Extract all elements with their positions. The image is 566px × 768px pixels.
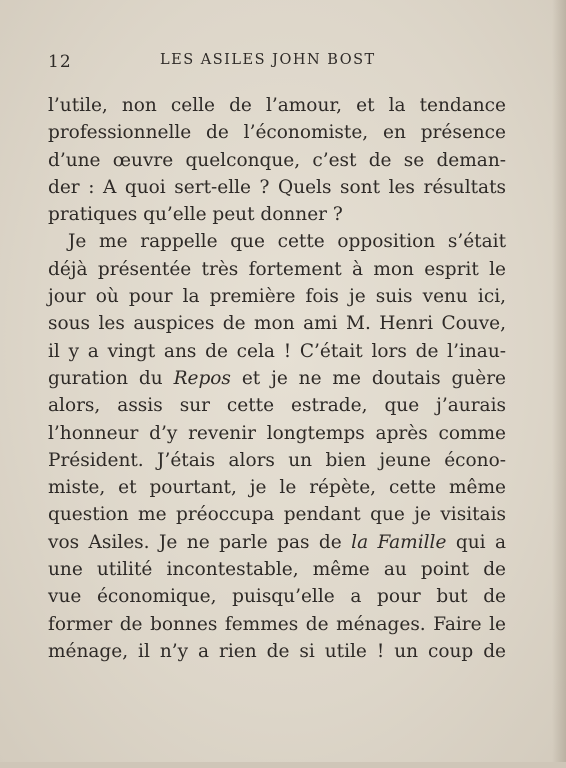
text-line: l’utile, non celle de l’amour, et la tendance bbox=[48, 95, 506, 116]
text-line: professionnelle de l’économiste, en présence bbox=[48, 122, 506, 144]
text-line: question me préoccupa pendant que je visitais bbox=[48, 504, 506, 526]
text-line: Président. J’étais alors un bien jeune écono- bbox=[48, 449, 506, 471]
text-line: une utilité incontestable, même au point de bbox=[48, 559, 506, 581]
text-line: ménage, il n’y a rien de si utile ! un coup de bbox=[48, 640, 506, 662]
page-edge-shadow bbox=[552, 0, 566, 768]
text-segment: guration du bbox=[48, 367, 174, 389]
page-bottom-edge bbox=[0, 762, 566, 768]
text-line: alors, assis sur cette estrade, que j’aurais bbox=[48, 395, 506, 417]
text-line bbox=[48, 529, 506, 556]
text-line: Je me rappelle que cette opposition s’était bbox=[68, 231, 506, 253]
text-segment: et je ne me doutais guère bbox=[230, 367, 506, 389]
text-line: l’honneur d’y revenir longtemps après comme bbox=[48, 422, 506, 444]
body-text bbox=[48, 92, 506, 665]
page-number: 12 bbox=[48, 52, 72, 72]
text-line: pratiques qu’elle peut donner ? bbox=[48, 204, 343, 226]
italic-title-repos: Repos bbox=[173, 367, 231, 389]
text-line: d’une œuvre quelconque, c’est de se deman- bbox=[48, 149, 506, 171]
italic-title-la-famille: la Famille bbox=[351, 531, 447, 553]
text-line: jour où pour la première fois je suis venu ici, bbox=[48, 286, 506, 308]
running-title: LES ASILES JOHN BOST bbox=[160, 52, 376, 68]
text-line: déjà présentée très fortement à mon esprit le bbox=[48, 258, 506, 280]
text-line: miste, et pourtant, je le répète, cette même bbox=[48, 477, 506, 499]
text-line: sous les auspices de mon ami M. Henri Couve, bbox=[48, 313, 506, 335]
text-segment: qui a bbox=[446, 531, 506, 553]
text-line: der : A quoi sert-elle ? Quels sont les résultats bbox=[48, 176, 506, 198]
text-line: vue économique, puisqu’elle a pour but de bbox=[48, 586, 506, 608]
text-segment: vos Asiles. Je ne parle pas de bbox=[48, 531, 352, 553]
text-line: former de bonnes femmes de ménages. Faire le bbox=[48, 613, 506, 635]
text-line bbox=[48, 365, 506, 392]
text-line: il y a vingt ans de cela ! C’était lors de l’inau- bbox=[48, 340, 506, 362]
